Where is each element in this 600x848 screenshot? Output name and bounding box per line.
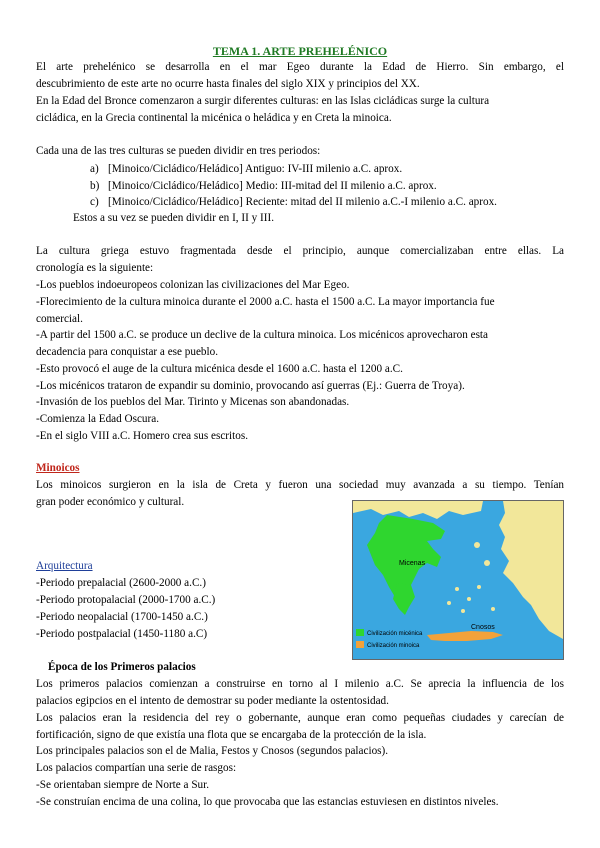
arquitectura-item: -Periodo neopalacial (1700-1450 a.C.) — [36, 611, 208, 623]
chronology-item: -Invasión de los pueblos del Mar. Tirinto y Micenas son abandonadas. — [36, 396, 350, 408]
chronology-lead: cronología es la siguiente: — [36, 262, 154, 274]
list-marker: b) — [90, 180, 100, 192]
island — [447, 601, 451, 605]
island — [484, 560, 490, 566]
minoicos-heading: Minoicos — [36, 462, 80, 474]
intro-line: descubrimiento de este arte no ocurre hasta finales del siglo XIX y principios del XX. — [36, 78, 420, 90]
primeros-line: -Se orientaban siempre de Norte a Sur. — [36, 779, 210, 791]
list-marker: c) — [90, 196, 99, 208]
primeros-heading: Época de los Primeros palacios — [48, 661, 196, 673]
minoicos-text: gran poder económico y cultural. — [36, 496, 185, 508]
intro-line: cicládica, en la Grecia continental la micénica o heládica y en Creta la minoica. — [36, 112, 392, 124]
legend-swatch-micenica — [356, 629, 364, 636]
list-item: [Minoico/Cicládico/Heládico] Reciente: mitad del II milenio a.C.-I milenio a.C. aprox. — [108, 196, 497, 208]
primeros-line: fortificación, signo de que existía una flota que se encargaba de la protección de la isla. — [36, 729, 427, 741]
primeros-line: Los primeros palacios comienzan a construirse en torno al I milenio a.C. Se aprecia la influencia de los — [36, 678, 564, 690]
list-item: [Minoico/Cicládico/Heládico] Medio: III-mitad del II milenio a.C. aprox. — [108, 180, 437, 192]
primeros-line: Los palacios compartían una serie de rasgos: — [36, 762, 237, 774]
island — [474, 542, 480, 548]
list-item: [Minoico/Cicládico/Heládico] Antiguo: IV-III milenio a.C. aprox. — [108, 163, 403, 175]
chronology-item: comercial. — [36, 313, 83, 325]
intro-line: En la Edad del Bronce comenzaron a surgir diferentes culturas: en las Islas cicládicas surge la cultura — [36, 95, 490, 107]
arquitectura-item: -Periodo prepalacial (2600-2000 a.C.) — [36, 577, 206, 589]
aegean-map — [352, 500, 564, 660]
legend-micenica: Civilización micénica — [367, 631, 423, 637]
periods-lead: Cada una de las tres culturas se pueden dividir en tres periodos: — [36, 145, 321, 157]
chronology-item: -Florecimiento de la cultura minoica durante el 2000 a.C. hasta el 1500 a.C. La mayor importancia fue — [36, 296, 495, 308]
chronology-item: -A partir del 1500 a.C. se produce un declive de la cultura minoica. Los micénicos aprovecharon esta — [36, 329, 489, 341]
map-label-cnosos: Cnosos — [471, 624, 495, 631]
chronology-item: -Los micénicos trataron de expandir su dominio, provocando así guerras (Ej.: Guerra de Troya). — [36, 380, 465, 392]
primeros-line: Los palacios eran la residencia del rey o gobernante, aunque eran como pequeñas ciudades y carecían de — [36, 712, 564, 724]
island — [491, 607, 495, 611]
chronology-item: -En el siglo VIII a.C. Homero crea sus escritos. — [36, 430, 248, 442]
arquitectura-item: -Periodo protopalacial (2000-1700 a.C.) — [36, 594, 216, 606]
legend-swatch-minoica — [356, 641, 364, 648]
primeros-line: Los principales palacios son el de Malia, Festos y Cnosos (segundos palacios). — [36, 745, 389, 757]
map-label-micenas: Micenas — [399, 560, 426, 567]
list-marker: a) — [90, 163, 99, 175]
minoicos-text: Los minoicos surgieron en la isla de Creta y fueron una sociedad muy avanzada a su tiempo. Tenían — [36, 479, 564, 491]
periods-note: Estos a su vez se pueden dividir en I, II y III. — [73, 212, 275, 224]
chronology-item: -Comienza la Edad Oscura. — [36, 413, 160, 425]
arquitectura-heading: Arquitectura — [36, 560, 93, 572]
island — [455, 587, 459, 591]
primeros-line: palacios egipcios en el intento de demostrar su poder mediante la ostentosidad. — [36, 695, 389, 707]
primeros-line: -Se construían encima de una colina, lo que provocaba que las estancias estuviesen en distintos niveles. — [36, 796, 499, 808]
island — [467, 597, 471, 601]
legend-minoica: Civilización minoica — [367, 643, 420, 649]
arquitectura-item: -Periodo postpalacial (1450-1180 a.C) — [36, 628, 208, 640]
page-title: TEMA 1. ARTE PREHELÉNICO — [212, 44, 388, 58]
chronology-lead: La cultura griega estuvo fragmentada desde el principio, aunque comercializaban entre ellas. La — [36, 245, 564, 257]
intro-line: El arte prehelénico se desarrolla en el mar Egeo durante la Edad de Hierro. Sin embargo, el — [36, 61, 564, 73]
chronology-item: decadencia para conquistar a ese pueblo. — [36, 346, 219, 358]
chronology-item: -Los pueblos indoeuropeos colonizan las civilizaciones del Mar Egeo. — [36, 279, 350, 291]
island — [477, 585, 481, 589]
island — [461, 609, 465, 613]
chronology-item: -Esto provocó el auge de la cultura micénica desde el 1600 a.C. hasta el 1200 a.C. — [36, 363, 403, 375]
